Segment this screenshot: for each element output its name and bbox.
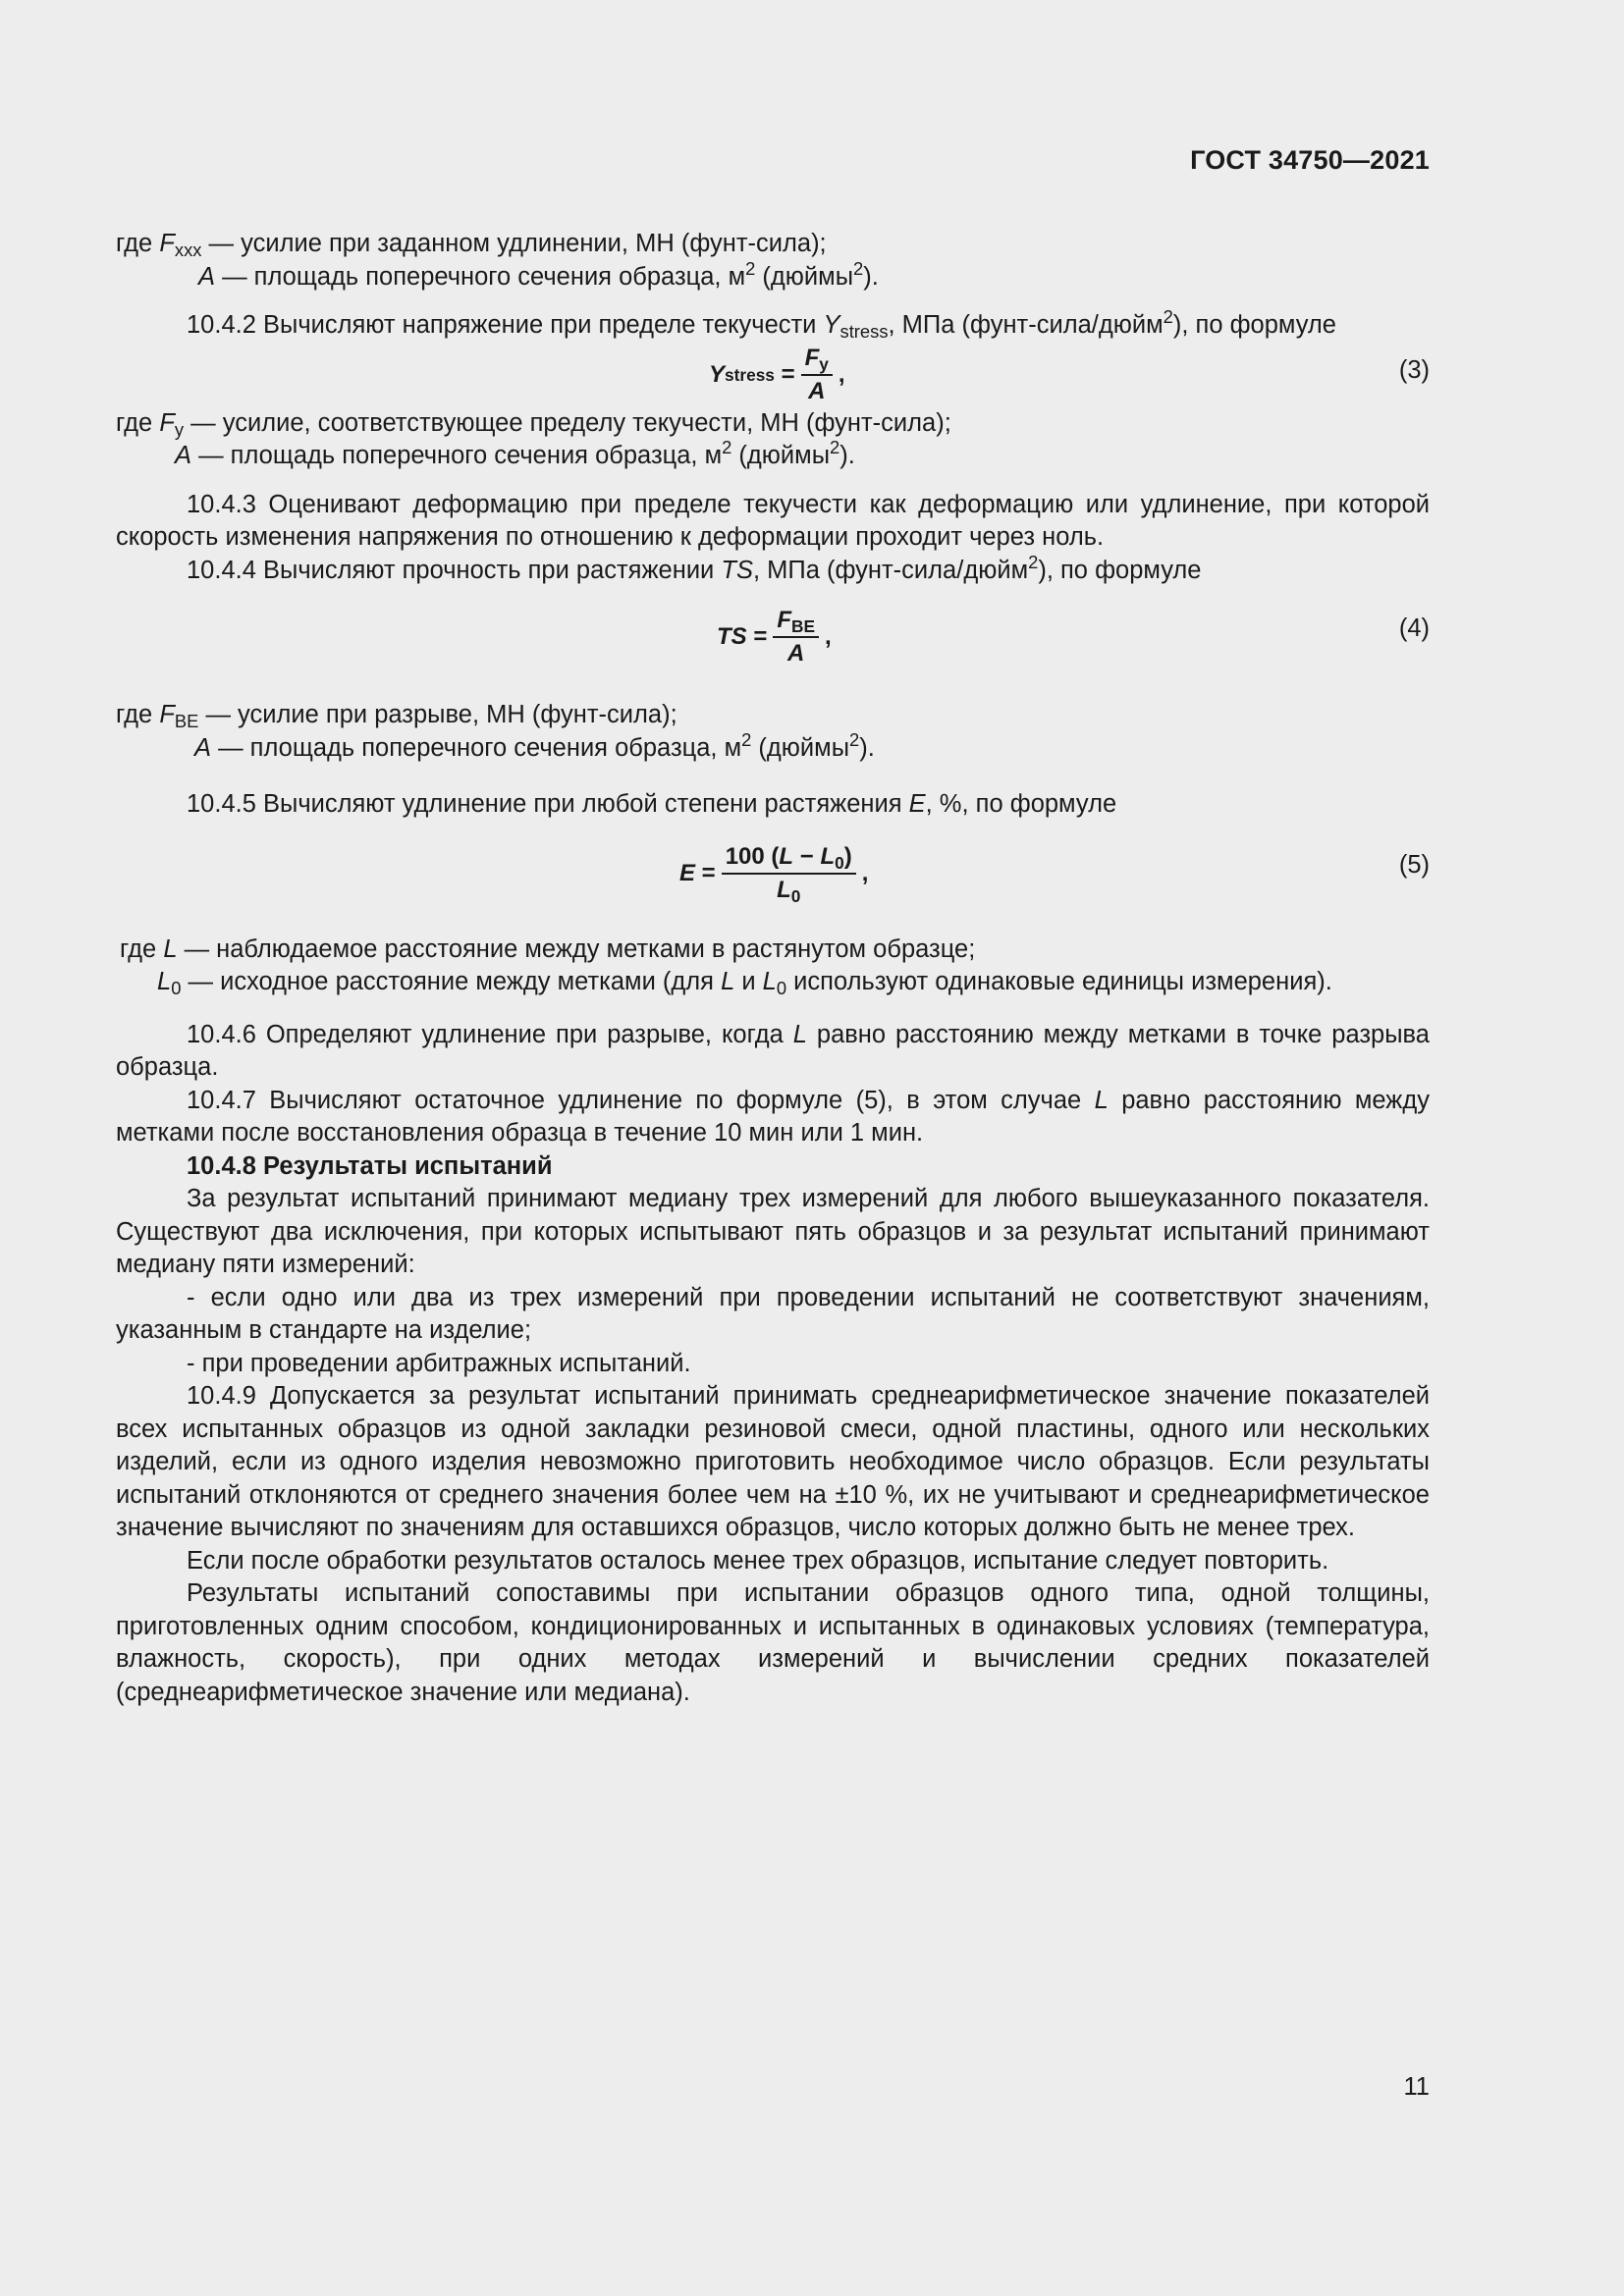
paragraph-text-3: ), по формуле <box>1038 556 1202 584</box>
paragraph-comparability: Результаты испытаний сопоставимы при испытании образцов одного типа, одной толщины, приготовленных одним способом, кондиционированных и испытанных в одинаковых условиях (температура, влажность, скорость), при одних методах измерений и вычислении средних показателей (среднеарифметическое значение или медиана). <box>116 1579 1430 1706</box>
paragraph-text-2: равно расстоянию между метками в точке разрыва образца. <box>116 1020 1430 1081</box>
section-title-10-4-8: 10.4.8 Результаты испытаний <box>187 1151 553 1180</box>
paragraph-text-2: , %, по формуле <box>925 790 1117 818</box>
paragraph-10-4-9: 10.4.9 Допускается за результат испытаний принимать среднеарифметическое значение показателей всех испытанных образцов из одной закладки резиновой смеси, одной пластины, одного или нескольких изделий, если из одного изделия невозможно приготовить необходимое число образцов. Если результаты испытаний отклоняются от среднего значения более чем на ±10 %, их не учитывают и среднеарифметическое значение вычисляют по значениям для оставшихся образцов, число которых должно быть не менее трех. <box>116 1382 1430 1541</box>
fraction-denominator <box>773 875 804 904</box>
definition-fbe <box>116 699 1430 732</box>
paragraph-10-4-6 <box>116 1019 1430 1085</box>
standard-header: ГОСТ 34750—2021 <box>1190 145 1430 175</box>
formula-4 <box>116 587 1430 699</box>
definition-text-3: ). <box>839 442 855 469</box>
numerator-subscript: y <box>819 353 829 374</box>
subscript: 0 <box>171 978 182 999</box>
definition-text-3: ). <box>863 262 879 291</box>
subscript: BE <box>174 711 199 732</box>
list-item: - при проведении арбитражных испытаний. <box>187 1349 691 1377</box>
paragraph-10-4-5 <box>116 788 1430 822</box>
superscript: 2 <box>1163 305 1173 327</box>
definition-lead: где <box>116 701 160 728</box>
numerator-subscript: 0 <box>835 852 844 873</box>
superscript-2: 2 <box>853 257 864 279</box>
numerator-close: ) <box>843 842 852 870</box>
numerator-symbol: F <box>804 344 820 371</box>
numerator-prefix: 100 ( <box>725 842 780 870</box>
comma: , <box>838 360 845 388</box>
definition-fy <box>116 407 1430 441</box>
symbol-l-2: L <box>721 968 735 995</box>
paragraph-repeat: Если после обработки результатов осталось менее трех образцов, испытание следует повторить. <box>187 1546 1329 1575</box>
formula-5-expression <box>679 843 868 904</box>
definition-text: — площадь поперечного сечения образца, м <box>211 733 742 762</box>
formula-4-expression <box>717 607 832 667</box>
definition-text: — исходное расстояние между метками (для <box>181 968 722 995</box>
symbol-f: F <box>159 230 175 257</box>
subscript: y <box>174 418 185 440</box>
numerator-subscript: BE <box>791 615 816 636</box>
definition-text-2: и <box>734 968 763 995</box>
definition-l <box>116 934 1430 967</box>
paragraph-text: 10.4.5 Вычисляют удлинение при любой степени растяжения <box>187 790 909 818</box>
formula-number: (3) <box>1398 355 1430 384</box>
superscript: 2 <box>741 728 752 750</box>
formula-fraction <box>722 843 856 904</box>
definition-area <box>116 257 1430 294</box>
list-item: - если одно или два из трех измерений при проведении испытаний не соответствуют значениям, указанным в стандарте на изделие; <box>116 1283 1430 1344</box>
definition-text: — усилие при заданном удлинении, МН (фунт-сила); <box>201 230 827 257</box>
symbol-f: F <box>159 408 175 437</box>
definition-l0 <box>116 966 1430 999</box>
definition-lead: где <box>116 408 160 437</box>
fraction-numerator <box>801 345 833 376</box>
formula-lhs: E <box>679 859 696 886</box>
formula-fraction <box>801 345 833 405</box>
symbol-l: L <box>792 1020 807 1048</box>
equals-sign: = <box>695 859 716 886</box>
paragraph-text: 10.4.4 Вычисляют прочность при растяжении <box>187 556 722 584</box>
fraction-numerator <box>773 607 819 638</box>
definition-lead: где <box>120 934 164 963</box>
paragraph-10-4-3: 10.4.3 Оценивают деформацию при пределе текучести как деформацию или удлинение, при которой скорость изменения напряжения по отношению к деформации проходит через ноль. <box>116 490 1430 551</box>
formula-lhs: Y <box>709 360 726 388</box>
paragraph-text-2: , МПа (фунт-сила/дюйм <box>752 556 1029 584</box>
paragraph-text: 10.4.7 Вычисляют остаточное удлинение по формуле (5), в этом случае <box>187 1086 1095 1114</box>
symbol-a: A <box>175 442 192 469</box>
paragraph-text: 10.4.2 Вычисляют напряжение при пределе текучести <box>187 311 824 339</box>
paragraph-text-3: ), по формуле <box>1172 311 1336 339</box>
definition-text-2: (дюймы <box>731 442 831 469</box>
comma: , <box>861 859 869 886</box>
definition-text: — площадь поперечного сечения образца, м <box>215 262 746 291</box>
denominator-l: L <box>777 876 791 903</box>
formula-number: (5) <box>1398 850 1430 879</box>
symbol-l-3: L <box>762 968 777 995</box>
symbol-e: E <box>908 790 926 818</box>
definition-text: — усилие, соответствующее пределу текучести, МН (фунт-сила); <box>184 408 951 437</box>
definition-text-3: ). <box>859 733 875 762</box>
superscript: 2 <box>1028 551 1039 572</box>
formula-3 <box>116 343 1430 407</box>
equals-sign: = <box>774 360 795 388</box>
symbol-l: L <box>1094 1086 1109 1114</box>
numerator-symbol: F <box>777 607 792 633</box>
paragraph-10-4-2 <box>116 305 1430 343</box>
definition-fxxx <box>116 228 1430 261</box>
denominator-subscript: 0 <box>790 885 801 906</box>
paragraph-text: 10.4.6 Определяют удлинение при разрыве, когда <box>187 1020 793 1048</box>
paragraph-text-2: , МПа (фунт-сила/дюйм <box>888 311 1164 339</box>
superscript-2: 2 <box>849 728 860 750</box>
formula-3-expression: Y stress = $\frac{F_y}{A}$ , <box>709 344 845 404</box>
subscript-3: 0 <box>776 978 787 999</box>
symbol-y: Y <box>823 311 840 339</box>
fraction-numerator <box>722 843 856 875</box>
symbol-a: A <box>198 262 216 291</box>
equals-sign: = <box>746 623 768 651</box>
page-number: 11 <box>1403 2073 1430 2101</box>
definition-text-2: (дюймы <box>755 262 854 291</box>
fraction-denominator: A <box>787 640 805 667</box>
definition-area-2 <box>116 436 1430 473</box>
superscript: 2 <box>745 257 756 279</box>
fraction-denominator: A <box>808 377 826 404</box>
definition-text: — наблюдаемое расстояние между метками в растянутом образце; <box>177 934 976 963</box>
subscript: stress <box>839 321 889 343</box>
comma: , <box>825 623 832 651</box>
symbol-ts: TS <box>721 556 753 584</box>
symbol-l: L <box>157 968 172 995</box>
paragraph-10-4-4 <box>116 551 1430 588</box>
formula-5 <box>116 822 1430 934</box>
paragraph-10-4-8: За результат испытаний принимают медиану трех измерений для любого вышеуказанного показателя. Существуют два исключения, при которых испытывают пять образцов и за результат испытаний принимают медиану пяти измерений: <box>116 1185 1430 1278</box>
formula-number: (4) <box>1398 614 1430 642</box>
formula-fraction <box>773 607 819 667</box>
numerator-minus: − <box>793 842 821 870</box>
formula-lhs: TS <box>717 623 747 651</box>
subscript: xxx <box>174 240 202 261</box>
definition-lead: где <box>116 230 160 257</box>
numerator-l: L <box>779 842 794 870</box>
definition-text: — усилие при разрыве, МН (фунт-сила); <box>198 701 677 728</box>
page-content <box>116 228 1430 1709</box>
superscript-2: 2 <box>830 436 840 457</box>
symbol-l: L <box>163 934 178 963</box>
definition-text-2: (дюймы <box>751 733 850 762</box>
symbol-f: F <box>159 701 175 728</box>
definition-text-3: используют одинаковые единицы измерения). <box>786 968 1332 995</box>
definition-area-3 <box>116 728 1430 766</box>
superscript: 2 <box>722 436 732 457</box>
paragraph-10-4-7 <box>116 1085 1430 1150</box>
paragraph-text-2: равно расстоянию между метками после восстановления образца в течение 10 мин или 1 мин. <box>116 1086 1430 1147</box>
symbol-a: A <box>194 733 212 762</box>
numerator-l0: L <box>820 842 836 870</box>
definition-text: — площадь поперечного сечения образца, м <box>191 442 723 469</box>
